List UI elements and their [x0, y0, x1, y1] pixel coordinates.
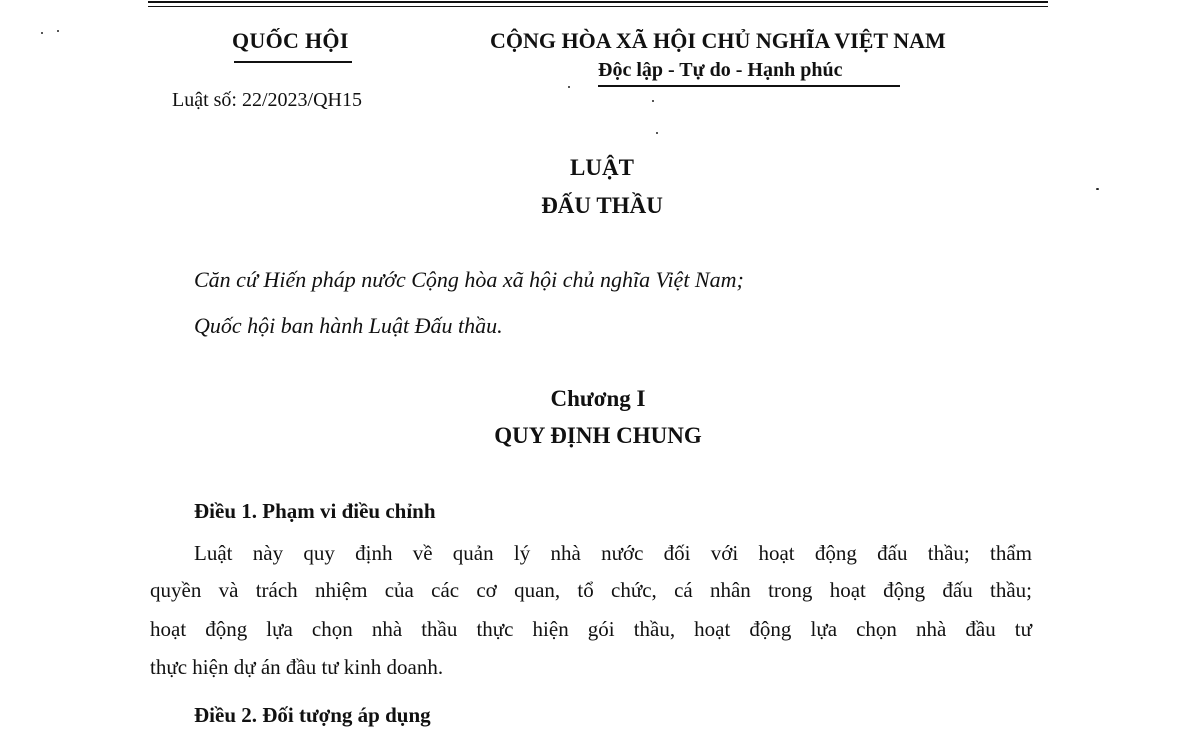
- scan-speck: [652, 100, 654, 102]
- legal-basis-line: Căn cứ Hiến pháp nước Cộng hòa xã hội chủ nghĩa Việt Nam;: [194, 267, 744, 292]
- national-motto: Độc lập - Tự do - Hạnh phúc: [598, 59, 843, 81]
- law-number: Luật số: 22/2023/QH15: [172, 89, 362, 111]
- issuer-underline: [234, 61, 352, 63]
- scan-speck: [1096, 188, 1099, 190]
- scan-speck: [41, 32, 43, 34]
- country-name: CỘNG HÒA XÃ HỘI CHỦ NGHĨA VIỆT NAM: [490, 28, 946, 53]
- motto-underline: [598, 85, 900, 87]
- document-title: ĐẤU THẦU: [541, 193, 663, 218]
- scan-speck: [568, 86, 570, 88]
- top-rule: [148, 1, 1048, 3]
- article-text-line: Luật này quy định về quản lý nhà nước đối với hoạt động đấu thầu; thẩm: [194, 541, 1032, 565]
- article-heading: Điều 2. Đối tượng áp dụng: [194, 703, 431, 727]
- chapter-title: QUY ĐỊNH CHUNG: [494, 423, 702, 448]
- article-heading: Điều 1. Phạm vi điều chỉnh: [194, 499, 436, 523]
- scan-speck: [57, 30, 59, 32]
- top-rule-thin: [148, 6, 1048, 7]
- legal-basis-line: Quốc hội ban hành Luật Đấu thầu.: [194, 313, 503, 338]
- article-text-line: hoạt động lựa chọn nhà thầu thực hiện gói thầu, hoạt động lựa chọn nhà đầu tư: [150, 617, 1032, 641]
- scan-speck: [656, 132, 658, 134]
- issuer-name: QUỐC HỘI: [232, 28, 349, 53]
- article-text-line: thực hiện dự án đầu tư kinh doanh.: [150, 655, 444, 679]
- chapter-number: Chương I: [550, 386, 646, 411]
- document-type: LUẬT: [570, 155, 634, 180]
- article-text-line: quyền và trách nhiệm của các cơ quan, tổ chức, cá nhân trong hoạt động đấu thầu;: [150, 578, 1032, 602]
